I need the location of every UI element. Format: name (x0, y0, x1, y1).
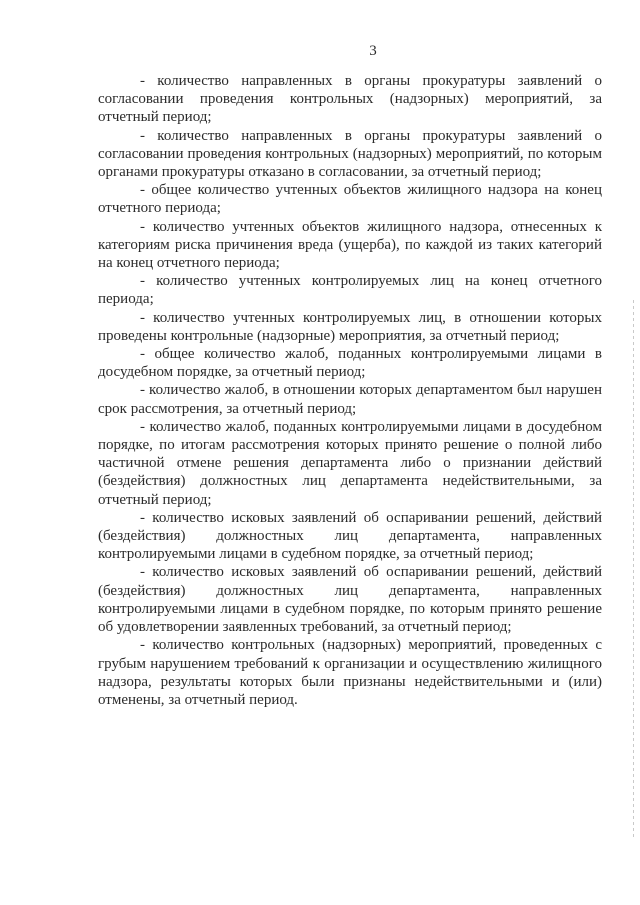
list-item-2: - количество направленных в органы прокуратуры заявлений о согласовании проведения контрольных (надзорных) мероприятий, по которым органами прокуратуры отказано в согласовании, за отчетный период; (98, 127, 602, 181)
list-item-3: - общее количество учтенных объектов жилищного надзора на конец отчетного периода; (98, 182, 602, 217)
list-item-1: - количество направленных в органы прокуратуры заявлений о согласовании проведения контрольных (надзорных) мероприятий, за отчетный период; (98, 73, 602, 126)
list-item-8: - количество жалоб, в отношении которых департаментом был нарушен срок рассмотрения, за отчетный период; (98, 382, 602, 417)
list-item-9: - количество жалоб, поданных контролируемыми лицами в досудебном порядке, по итогам рассмотрения которых принято решение о полной либо частичной отмене решения департамента либо о признании действий (бездействия) должностных лиц департамента недействительными, за отчетный период; (98, 418, 602, 508)
page-number: 3 (369, 43, 377, 59)
document-body (98, 72, 602, 709)
list-item-10: - количество исковых заявлений об оспаривании решений, действий (бездействия) должностных лиц департамента, направленных контролируемыми лицами в судебном порядке, за отчетный период; (98, 509, 602, 563)
list-item-7: - общее количество жалоб, поданных контролируемыми лицами в досудебном порядке, за отчетный период; (98, 346, 602, 381)
list-item-11: - количество исковых заявлений об оспаривании решений, действий (бездействия) должностных лиц департамента, направленных контролируемыми лицами в судебном порядке, по которым принято решение об удовлетворении заявленных требований, за отчетный период; (98, 564, 602, 636)
list-item-12: - количество контрольных (надзорных) мероприятий, проведенных с грубым нарушением требований к организации и осуществлению жилищного надзора, результаты которых были признаны недействительными и (или) отменены, за отчетный период. (98, 637, 602, 708)
scan-edge-mark (633, 300, 634, 840)
list-item-4: - количество учтенных объектов жилищного надзора, отнесенных к категориям риска причинения вреда (ущерба), по каждой из таких категорий на конец отчетного периода; (98, 218, 602, 272)
list-item-5: - количество учтенных контролируемых лиц на конец отчетного периода; (98, 273, 602, 308)
list-item-6: - количество учтенных контролируемых лиц, в отношении которых проведены контрольные (надзорные) мероприятия, за отчетный период; (98, 309, 602, 344)
